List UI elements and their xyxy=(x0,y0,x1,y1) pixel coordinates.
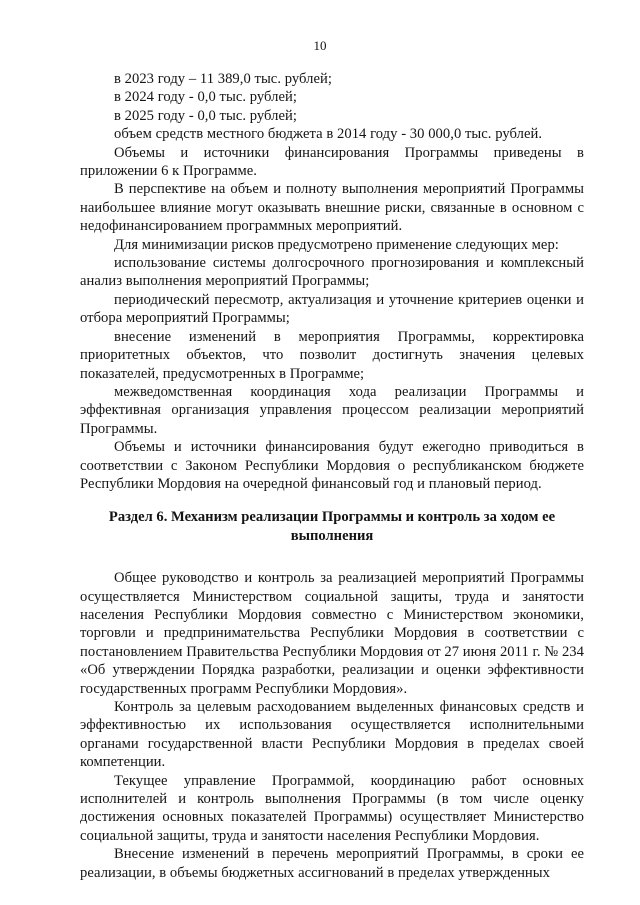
paragraph: Общее руководство и контроль за реализацией мероприятий Программы осуществляется Министерством социальной защиты, труда и занятости населения Республики Мордовия совместно с Министерством экономики, торговли и предпринимательства Республики Мордовия в соответствии с постановлением Правительства Республики Мордовия от 27 июня 2011 г. № 234 «Об утверждении Порядка разработки, реализации и оценки эффективности государственных программ Республики Мордовия». xyxy=(80,570,584,697)
section-title: Раздел 6. Механизм реализации Программы и контроль за ходом ее выполнения xyxy=(108,509,556,544)
paragraph: В перспективе на объем и полноту выполнения мероприятий Программы наибольшее влияние могут оказывать внешние риски, связанные в основном с недофинансированием программных мероприятий. xyxy=(80,181,584,235)
paragraph: использование системы долгосрочного прогнозирования и комплексный анализ выполнения мероприятий Программы; xyxy=(80,255,584,290)
paragraph: внесение изменений в мероприятия Программы, корректировка приоритетных объектов, что позволит достигнуть значения целевых показателей, предусмотренных в Программе; xyxy=(80,328,584,382)
paragraph: объем средств местного бюджета в 2014 году - 30 000,0 тыс. рублей. xyxy=(114,126,543,143)
paragraph: Объемы и источники финансирования Программы приведены в приложении 6 к Программе. xyxy=(80,144,584,180)
paragraph: Внесение изменений в перечень мероприятий Программы, в сроки ее реализации, в объемы бюджетных ассигнований в пределах утвержденных xyxy=(80,846,584,881)
paragraph: Контроль за целевым расходованием выделенных финансовых средств и эффективностью их использования осуществляется исполнительными органами государственной власти Республики Мордовия в пределах своей компетенции. xyxy=(80,699,584,771)
paragraph: Текущее управление Программой, координацию работ основных исполнителей и контроль выполнения Программы (в том числе оценку достижения основных показателей Программы) осуществляет Министерство социальной защиты, труда и занятости населения Республики Мордовия. xyxy=(80,772,584,844)
paragraph: межведомственная координация хода реализации Программы и эффективная организация управления процессом реализации мероприятий Программы. xyxy=(80,383,584,437)
paragraph: Для минимизации рисков предусмотрено применение следующих мер: xyxy=(114,236,559,253)
paragraph: периодический пересмотр, актуализация и уточнение критериев оценки и отбора мероприятий Программы; xyxy=(80,291,584,327)
paragraph: в 2025 году - 0,0 тыс. рублей; xyxy=(114,107,297,124)
paragraph: Объемы и источники финансирования будут ежегодно приводиться в соответствии с Законом Республики Мордовия о республиканском бюджете Республики Мордовия на очередной финансовый год и плановый период. xyxy=(80,439,584,492)
page-number: 10 xyxy=(313,38,327,53)
paragraph: в 2024 году - 0,0 тыс. рублей; xyxy=(114,89,297,106)
page-content xyxy=(80,70,584,882)
paragraph: в 2023 году – 11 389,0 тыс. рублей; xyxy=(114,71,332,87)
